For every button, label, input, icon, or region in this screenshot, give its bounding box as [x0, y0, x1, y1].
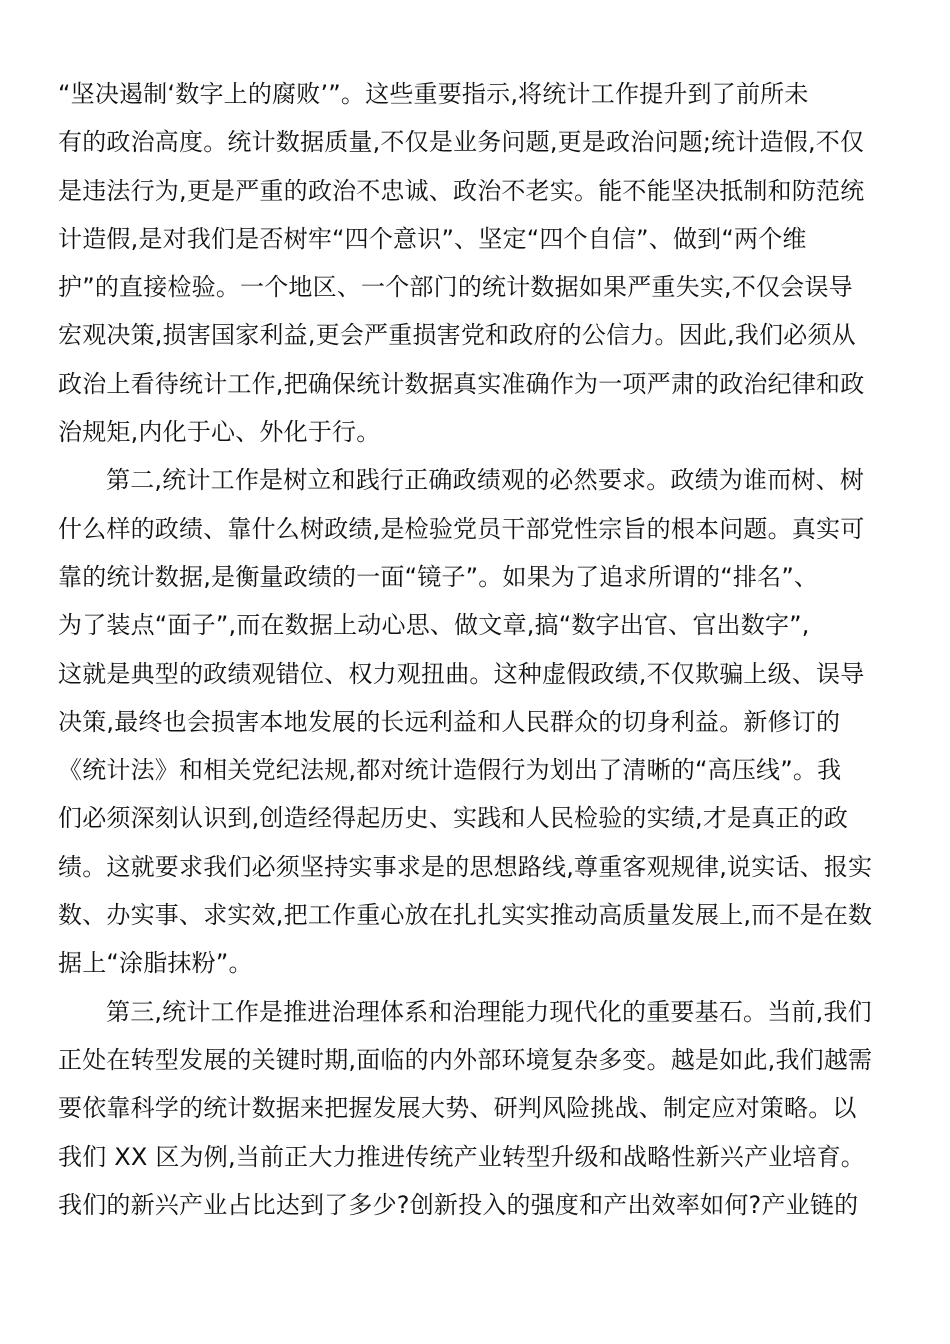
text-line: “坚决遏制‘数字上的腐败’”。这些重要指示,将统计工作提升到了前所未: [58, 80, 809, 108]
text-line: 要依靠科学的统计数据来把握发展大势、研判风险挑战、制定应对策略。以: [58, 1094, 857, 1123]
text-line: 护”的直接检验。一个地区、一个部门的统计数据如果严重失实,不仅会误导: [58, 273, 853, 302]
text-line: 决策,最终也会损害本地发展的长远利益和人民群众的切身利益。新修订的: [58, 707, 841, 736]
paragraph-start-line: 第三,统计工作是推进治理体系和治理能力现代化的重要基石。当前,我们: [106, 997, 872, 1026]
text-line: 宏观决策,损害国家利益,更会严重损害党和政府的公信力。因此,我们必须从: [58, 321, 856, 350]
text-line: 《统计法》和相关党纪法规,都对统计造假行为划出了清晰的“高压线”。我: [58, 756, 842, 785]
text-line: 们必须深刻认识到,创造经得起历史、实践和人民检验的实绩,才是真正的政: [58, 804, 849, 833]
text-line: 靠的统计数据,是衡量政绩的一面“镜子”。如果为了追求所谓的“排名”、: [58, 562, 819, 591]
text-line: 什么样的政绩、靠什么树政绩,是检验党员干部党性宗旨的根本问题。真实可: [58, 514, 865, 543]
text-line: 为了装点“面子”,而在数据上动心思、做文章,搞“数字出官、官出数字”,: [58, 611, 810, 640]
text-line: 有的政治高度。统计数据质量,不仅是业务问题,更是政治问题;统计造假,不仅: [58, 128, 865, 157]
text-line: 我们 XX 区为例,当前正大力推进传统产业转型升级和战略性新兴产业培育。: [58, 1142, 865, 1171]
paragraph-start-line: 第二,统计工作是树立和践行正确政绩观的必然要求。政绩为谁而树、树: [106, 466, 865, 495]
text-line: 是违法行为,更是严重的政治不忠诚、政治不老实。能不能坚决抵制和防范统: [58, 176, 865, 205]
text-line: 据上“涂脂抹粉”。: [58, 949, 253, 978]
text-line: 正处在转型发展的关键时期,面临的内外部环境复杂多变。越是如此,我们越需: [58, 1045, 873, 1074]
text-line: 数、办实事、求实效,把工作重心放在扎扎实实推动高质量发展上,而不是在数: [58, 901, 873, 930]
text-line: 这就是典型的政绩观错位、权力观扭曲。这种虚假政绩,不仅欺骗上级、误导: [58, 659, 865, 688]
text-line: 政治上看待统计工作,把确保统计数据真实准确作为一项严肃的政治纪律和政: [58, 369, 865, 398]
text-line: 计造假,是对我们是否树牢“四个意识”、坚定“四个自信”、做到“两个维: [58, 224, 807, 253]
text-line: 我们的新兴产业占比达到了多少?创新投入的强度和产出效率如何?产业链的: [58, 1190, 859, 1219]
text-line: 治规矩,内化于心、外化于行。: [58, 418, 381, 447]
text-line: 绩。这就要求我们必须坚持实事求是的思想路线,尊重客观规律,说实话、报实: [58, 852, 873, 881]
document-body: [58, 70, 898, 1229]
